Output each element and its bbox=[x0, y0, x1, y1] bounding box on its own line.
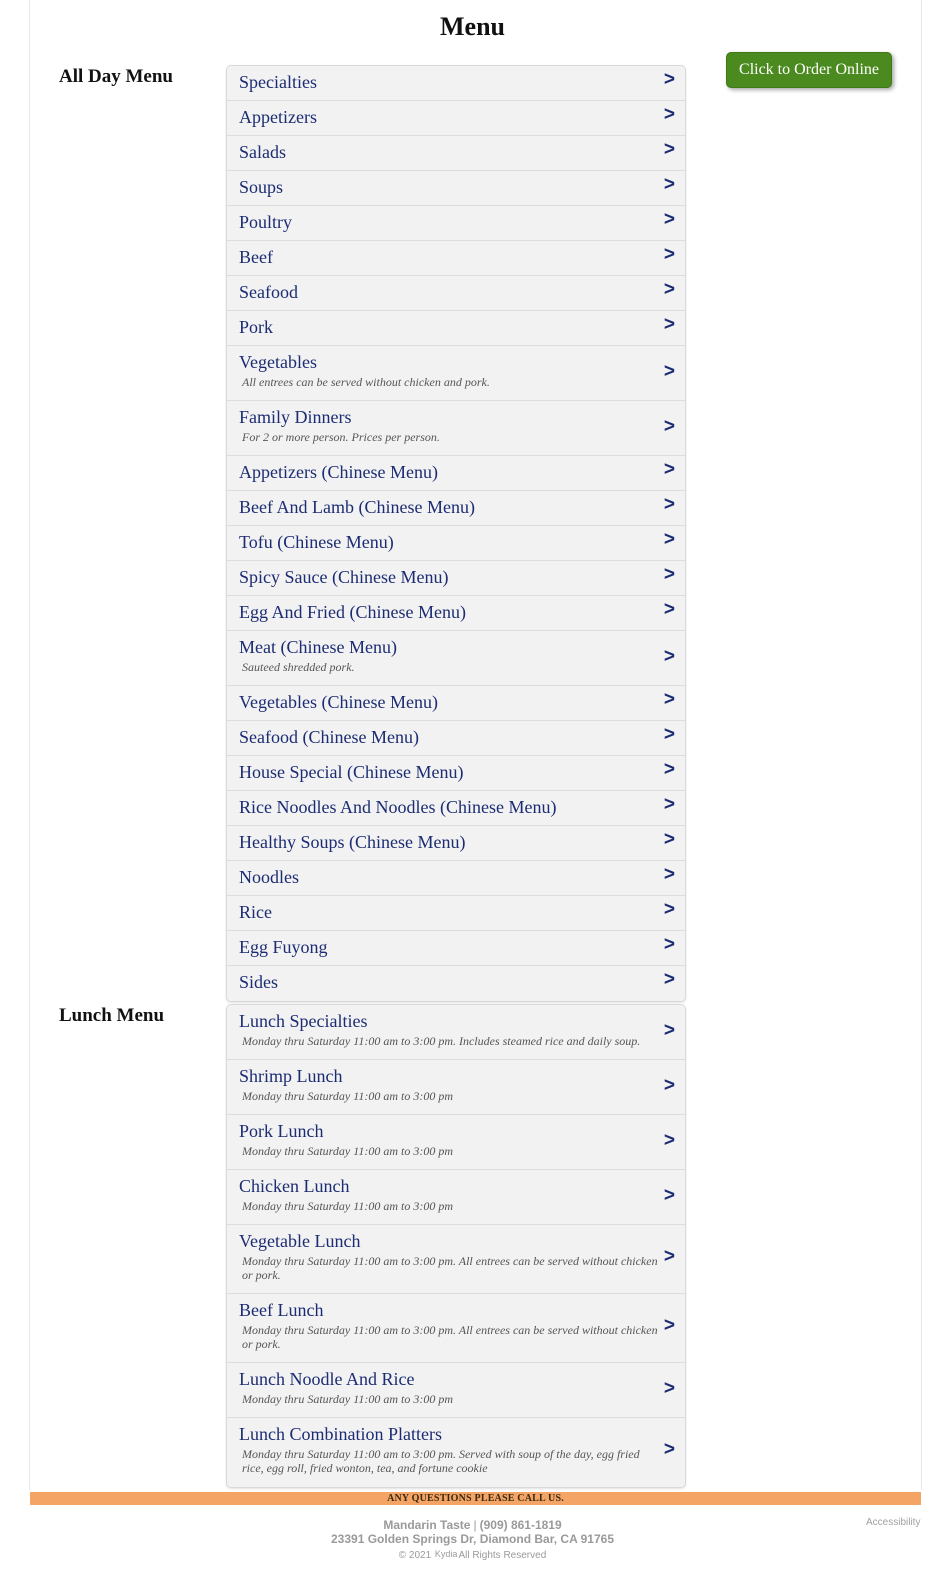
chevron-right-icon: > bbox=[663, 314, 675, 335]
chevron-right-icon: > bbox=[663, 244, 675, 265]
menu-category-label: Lunch Specialties bbox=[239, 1011, 368, 1031]
menu-category-vegetables-chinese-menu[interactable] bbox=[227, 686, 685, 721]
footer-info bbox=[0, 1518, 945, 1562]
chevron-right-icon: > bbox=[663, 794, 675, 815]
page-title: Menu bbox=[440, 12, 505, 41]
menu-category-label: Pork Lunch bbox=[239, 1121, 324, 1141]
menu-category-label: Seafood (Chinese Menu) bbox=[239, 727, 419, 747]
menu-category-vegetable-lunch[interactable] bbox=[227, 1225, 685, 1294]
chevron-right-icon: > bbox=[663, 934, 675, 955]
menu-category-label: Specialties bbox=[239, 72, 317, 92]
menu-category-label: Rice bbox=[239, 902, 272, 922]
menu-category-salads[interactable] bbox=[227, 136, 685, 171]
menu-category-chicken-lunch[interactable] bbox=[227, 1170, 685, 1225]
chevron-right-icon: > bbox=[663, 646, 675, 667]
chevron-right-icon: > bbox=[663, 209, 675, 230]
menu-category-label: Shrimp Lunch bbox=[239, 1066, 343, 1086]
menu-category-sides[interactable] bbox=[227, 966, 685, 1001]
menu-category-lunch-specialties[interactable] bbox=[227, 1005, 685, 1060]
chevron-right-icon: > bbox=[663, 759, 675, 780]
menu-category-label: Noodles bbox=[239, 867, 299, 887]
menu-category-tofu-chinese-menu[interactable] bbox=[227, 526, 685, 561]
chevron-right-icon: > bbox=[663, 416, 675, 437]
accessibility-link[interactable]: Accessibility bbox=[866, 1517, 921, 1528]
copyright-line bbox=[0, 1548, 945, 1562]
menu-category-rice-noodles-and-noodles-chinese-menu[interactable] bbox=[227, 791, 685, 826]
menu-category-label: Seafood bbox=[239, 282, 298, 302]
chevron-right-icon: > bbox=[663, 174, 675, 195]
chevron-right-icon: > bbox=[663, 1439, 675, 1460]
menu-category-beef[interactable] bbox=[227, 241, 685, 276]
chevron-right-icon: > bbox=[663, 104, 675, 125]
menu-category-description: Sauteed shredded pork. bbox=[242, 660, 355, 674]
menu-category-family-dinners[interactable] bbox=[227, 401, 685, 456]
menu-category-noodles[interactable] bbox=[227, 861, 685, 896]
chevron-right-icon: > bbox=[663, 1075, 675, 1096]
menu-category-meat-chinese-menu[interactable] bbox=[227, 631, 685, 686]
menu-category-label: Egg Fuyong bbox=[239, 937, 328, 957]
footer-contact-line bbox=[0, 1518, 945, 1532]
menu-category-appetizers-chinese-menu[interactable] bbox=[227, 456, 685, 491]
menu-category-label: Beef And Lamb (Chinese Menu) bbox=[239, 497, 475, 517]
menu-category-seafood[interactable] bbox=[227, 276, 685, 311]
menu-category-description: Monday thru Saturday 11:00 am to 3:00 pm bbox=[242, 1089, 453, 1103]
menu-category-description: Monday thru Saturday 11:00 am to 3:00 pm. All entrees can be served without chicken or pork. bbox=[242, 1254, 658, 1282]
menu-category-description: Monday thru Saturday 11:00 am to 3:00 pm. Includes steamed rice and daily soup. bbox=[242, 1034, 641, 1048]
menu-category-label: Lunch Noodle And Rice bbox=[239, 1369, 415, 1389]
menu-category-poultry[interactable] bbox=[227, 206, 685, 241]
chevron-right-icon: > bbox=[663, 529, 675, 550]
menu-category-vegetables[interactable] bbox=[227, 346, 685, 401]
chevron-right-icon: > bbox=[663, 864, 675, 885]
address-link[interactable]: 23391 Golden Springs Dr, Diamond Bar, CA 91765 bbox=[331, 1532, 614, 1546]
chevron-right-icon: > bbox=[663, 279, 675, 300]
chevron-right-icon: > bbox=[663, 564, 675, 585]
all-day-menu-list bbox=[226, 65, 686, 1002]
restaurant-name: Mandarin Taste bbox=[383, 1518, 471, 1532]
menu-category-label: Chicken Lunch bbox=[239, 1176, 350, 1196]
section-title-lunch: Lunch Menu bbox=[59, 1005, 165, 1026]
menu-category-label: Spicy Sauce (Chinese Menu) bbox=[239, 567, 449, 587]
menu-category-pork[interactable] bbox=[227, 311, 685, 346]
menu-category-label: Vegetable Lunch bbox=[239, 1231, 361, 1251]
menu-category-description: Monday thru Saturday 11:00 am to 3:00 pm bbox=[242, 1144, 453, 1158]
chevron-right-icon: > bbox=[663, 459, 675, 480]
order-online-button[interactable]: Click to Order Online bbox=[726, 52, 892, 88]
chevron-right-icon: > bbox=[663, 969, 675, 990]
menu-category-description: Monday thru Saturday 11:00 am to 3:00 pm bbox=[242, 1199, 453, 1213]
chevron-right-icon: > bbox=[663, 1130, 675, 1151]
brand-link[interactable]: Kydia bbox=[434, 1549, 458, 1559]
menu-category-appetizers[interactable] bbox=[227, 101, 685, 136]
menu-category-label: Lunch Combination Platters bbox=[239, 1424, 442, 1444]
menu-category-label: Family Dinners bbox=[239, 407, 352, 427]
chevron-right-icon: > bbox=[663, 599, 675, 620]
menu-category-description: Monday thru Saturday 11:00 am to 3:00 pm bbox=[242, 1392, 453, 1406]
chevron-right-icon: > bbox=[663, 361, 675, 382]
menu-category-beef-and-lamb-chinese-menu[interactable] bbox=[227, 491, 685, 526]
chevron-right-icon: > bbox=[663, 899, 675, 920]
menu-category-lunch-combination-platters[interactable] bbox=[227, 1418, 685, 1487]
menu-category-house-special-chinese-menu[interactable] bbox=[227, 756, 685, 791]
chevron-right-icon: > bbox=[663, 1246, 675, 1267]
footer-separator: | bbox=[473, 1518, 477, 1532]
menu-category-pork-lunch[interactable] bbox=[227, 1115, 685, 1170]
chevron-right-icon: > bbox=[663, 69, 675, 90]
lunch-menu-list bbox=[226, 1004, 686, 1488]
rights-text: All Rights Reserved bbox=[458, 1550, 547, 1561]
copyright-year: © 2021 bbox=[398, 1550, 432, 1561]
chevron-right-icon: > bbox=[663, 689, 675, 710]
chevron-right-icon: > bbox=[663, 1020, 675, 1041]
phone-link[interactable]: (909) 861-1819 bbox=[479, 1518, 562, 1532]
chevron-right-icon: > bbox=[663, 724, 675, 745]
chevron-right-icon: > bbox=[663, 139, 675, 160]
chevron-right-icon: > bbox=[663, 1378, 675, 1399]
chevron-right-icon: > bbox=[663, 494, 675, 515]
menu-category-label: Meat (Chinese Menu) bbox=[239, 637, 397, 657]
menu-category-specialties[interactable] bbox=[227, 66, 685, 101]
menu-category-shrimp-lunch[interactable] bbox=[227, 1060, 685, 1115]
menu-category-lunch-noodle-and-rice[interactable] bbox=[227, 1363, 685, 1418]
menu-category-rice[interactable] bbox=[227, 896, 685, 931]
menu-category-label: Appetizers (Chinese Menu) bbox=[239, 462, 438, 482]
menu-category-label: Soups bbox=[239, 177, 284, 197]
section-title-all-day: All Day Menu bbox=[59, 66, 173, 87]
menu-category-description: Monday thru Saturday 11:00 am to 3:00 pm. Served with soup of the day, egg fried rice, egg roll, fried wonton, tea, and fortune cookie bbox=[242, 1447, 640, 1475]
contact-banner: ANY QUESTIONS PLEASE CALL US. bbox=[30, 1492, 921, 1505]
menu-category-label: Appetizers bbox=[239, 107, 317, 127]
chevron-right-icon: > bbox=[663, 829, 675, 850]
menu-category-label: Healthy Soups (Chinese Menu) bbox=[239, 832, 466, 852]
menu-category-soups[interactable] bbox=[227, 171, 685, 206]
menu-category-label: Vegetables bbox=[239, 352, 317, 372]
menu-category-spicy-sauce-chinese-menu[interactable] bbox=[227, 561, 685, 596]
menu-category-beef-lunch[interactable] bbox=[227, 1294, 685, 1363]
menu-category-label: Egg And Fried (Chinese Menu) bbox=[239, 602, 466, 622]
chevron-right-icon: > bbox=[663, 1315, 675, 1336]
menu-category-description: All entrees can be served without chicken and pork. bbox=[242, 375, 490, 389]
menu-category-label: Pork bbox=[239, 317, 274, 337]
menu-category-egg-fuyong[interactable] bbox=[227, 931, 685, 966]
menu-category-egg-and-fried-chinese-menu[interactable] bbox=[227, 596, 685, 631]
menu-category-label: Beef bbox=[239, 247, 273, 267]
menu-category-label: Vegetables (Chinese Menu) bbox=[239, 692, 438, 712]
menu-category-label: Tofu (Chinese Menu) bbox=[239, 532, 394, 552]
menu-category-label: Poultry bbox=[239, 212, 293, 232]
menu-category-label: Beef Lunch bbox=[239, 1300, 324, 1320]
menu-category-label: Sides bbox=[239, 972, 279, 992]
menu-category-seafood-chinese-menu[interactable] bbox=[227, 721, 685, 756]
menu-category-label: Salads bbox=[239, 142, 286, 162]
menu-category-label: Rice Noodles And Noodles (Chinese Menu) bbox=[239, 797, 557, 817]
menu-category-label: House Special (Chinese Menu) bbox=[239, 762, 464, 782]
chevron-right-icon: > bbox=[663, 1185, 675, 1206]
menu-category-description: Monday thru Saturday 11:00 am to 3:00 pm. All entrees can be served without chicken or pork. bbox=[242, 1323, 658, 1351]
menu-category-healthy-soups-chinese-menu[interactable] bbox=[227, 826, 685, 861]
menu-category-description: For 2 or more person. Prices per person. bbox=[242, 430, 440, 444]
